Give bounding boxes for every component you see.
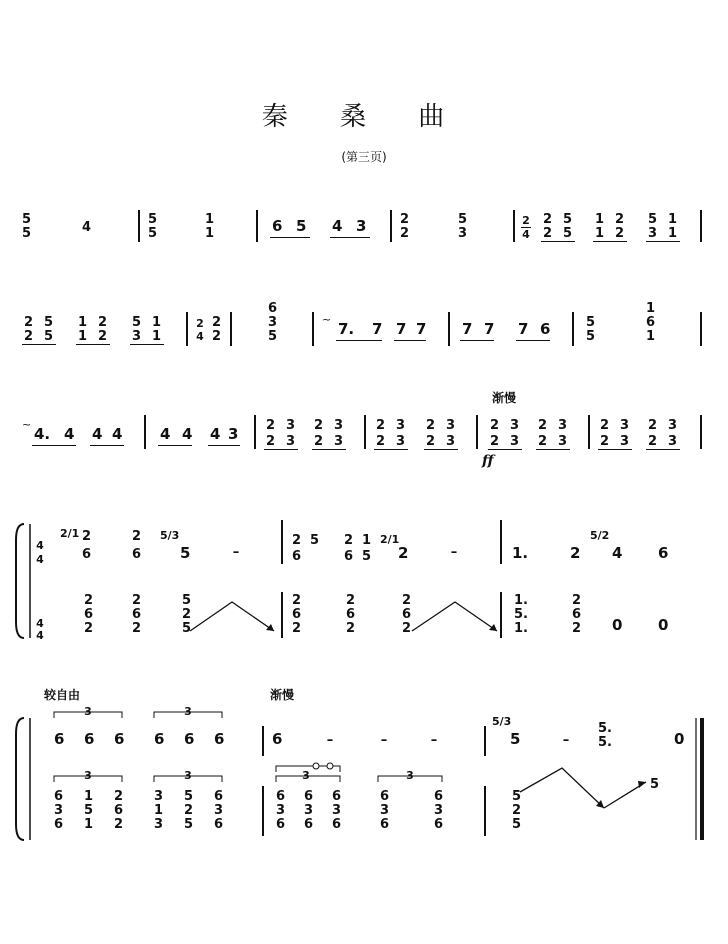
score-row-5 bbox=[0, 682, 728, 842]
note: 2 bbox=[398, 544, 409, 562]
note: 2 bbox=[402, 621, 412, 636]
note: 2 bbox=[402, 593, 412, 608]
note: 5 bbox=[458, 212, 468, 227]
note: 4 bbox=[210, 425, 221, 443]
note: 2 bbox=[114, 789, 124, 804]
note: 3 bbox=[334, 418, 344, 433]
note: 2 bbox=[572, 621, 582, 636]
final-barline-thick bbox=[700, 718, 704, 840]
note: 6 bbox=[572, 607, 582, 622]
dash: – bbox=[430, 733, 438, 748]
barline bbox=[700, 415, 702, 449]
note: 4 bbox=[82, 220, 92, 235]
note: 3 bbox=[620, 418, 630, 433]
note: 4. bbox=[34, 425, 51, 443]
barline bbox=[281, 520, 283, 564]
note: 6 bbox=[332, 817, 342, 832]
beam bbox=[264, 449, 298, 450]
beam bbox=[158, 445, 192, 446]
note: 5 bbox=[268, 329, 278, 344]
note: 6 bbox=[346, 607, 356, 622]
note: 2 bbox=[132, 593, 142, 608]
triplet-number: 3 bbox=[184, 769, 192, 782]
dash: – bbox=[450, 545, 458, 560]
note: 3 bbox=[304, 803, 314, 818]
note: 6 bbox=[276, 817, 286, 832]
harmonic-mark bbox=[327, 763, 333, 769]
beam bbox=[536, 449, 570, 450]
barline bbox=[312, 312, 314, 346]
dash: – bbox=[380, 733, 388, 748]
dash: – bbox=[232, 545, 240, 560]
note: 3 bbox=[396, 434, 406, 449]
note: 5 bbox=[182, 593, 192, 608]
note: 7 bbox=[462, 320, 473, 338]
note: 1. bbox=[512, 544, 529, 562]
note: 6 bbox=[132, 607, 142, 622]
note: 5 bbox=[563, 212, 573, 227]
note: 7 bbox=[518, 320, 529, 338]
note: 3 bbox=[668, 418, 678, 433]
barline bbox=[262, 726, 264, 756]
note: 2 bbox=[376, 434, 386, 449]
note: 2 bbox=[570, 544, 581, 562]
note: 2 bbox=[543, 212, 553, 227]
note: 5 bbox=[310, 533, 320, 548]
note: 6 bbox=[82, 547, 92, 562]
note: 5 bbox=[586, 329, 596, 344]
note: 2 bbox=[132, 621, 142, 636]
barline bbox=[588, 415, 590, 449]
note: 3 bbox=[286, 434, 296, 449]
note: 1 bbox=[362, 533, 372, 548]
system-brace bbox=[16, 524, 24, 638]
note: 6 bbox=[54, 730, 65, 748]
barline bbox=[230, 312, 232, 346]
note: 6 bbox=[540, 320, 551, 338]
note: 4 bbox=[612, 544, 623, 562]
note: 6 bbox=[402, 607, 412, 622]
note: 3 bbox=[214, 803, 224, 818]
note: 2 bbox=[538, 418, 548, 433]
note: 5 bbox=[362, 549, 372, 564]
time-signature-top: 2 bbox=[522, 214, 530, 227]
barline bbox=[700, 210, 702, 242]
note: 3 bbox=[558, 434, 568, 449]
note: 1 bbox=[668, 226, 678, 241]
note: 5 bbox=[510, 730, 521, 748]
note: 3 bbox=[380, 803, 390, 818]
note: 6 bbox=[54, 817, 64, 832]
note: 3 bbox=[510, 434, 520, 449]
barline bbox=[256, 210, 258, 242]
note: 3 bbox=[446, 418, 456, 433]
note: 5. bbox=[598, 735, 612, 750]
time-signature-bottom: 4 bbox=[196, 330, 204, 343]
note: 1 bbox=[205, 226, 215, 241]
beam bbox=[488, 449, 522, 450]
barline bbox=[254, 415, 256, 449]
note: 6 bbox=[304, 817, 314, 832]
note: 2 bbox=[648, 434, 658, 449]
note: 1 bbox=[78, 315, 88, 330]
note: 1 bbox=[595, 212, 605, 227]
note: 5 bbox=[148, 226, 158, 241]
note: 5 bbox=[84, 803, 94, 818]
note: 3 bbox=[132, 329, 142, 344]
note: 2 bbox=[24, 315, 34, 330]
note: 2 bbox=[538, 434, 548, 449]
note: 3 bbox=[332, 803, 342, 818]
note: 7 bbox=[396, 320, 407, 338]
score-row-3 bbox=[0, 385, 728, 475]
note: 2 bbox=[615, 226, 625, 241]
grace-note: 5/3 bbox=[160, 529, 180, 542]
note: 2 bbox=[182, 607, 192, 622]
note: 5 bbox=[182, 621, 192, 636]
arrow-head bbox=[638, 781, 646, 788]
beam bbox=[424, 449, 458, 450]
note: 6 bbox=[272, 730, 283, 748]
note: 1 bbox=[152, 315, 162, 330]
note: 5 bbox=[563, 226, 573, 241]
note: 1 bbox=[595, 226, 605, 241]
note: 2 bbox=[24, 329, 34, 344]
note: 2 bbox=[266, 434, 276, 449]
note: 3 bbox=[228, 425, 239, 443]
note: 1. bbox=[514, 593, 528, 608]
note: 6 bbox=[380, 817, 390, 832]
note: 1 bbox=[84, 817, 94, 832]
note: 4 bbox=[112, 425, 123, 443]
rest: 0 bbox=[658, 616, 669, 634]
note: 2 bbox=[114, 817, 124, 832]
score-row-4 bbox=[0, 510, 728, 650]
barline bbox=[476, 415, 478, 449]
note: 5 bbox=[648, 212, 658, 227]
note: 2 bbox=[400, 226, 410, 241]
beam bbox=[646, 241, 680, 242]
note: 2 bbox=[648, 418, 658, 433]
page-subtitle: (第三页) bbox=[341, 150, 387, 164]
dynamic-ff: ff bbox=[482, 453, 494, 469]
time-signature-top: 4 bbox=[36, 617, 44, 630]
note: 5 bbox=[132, 315, 142, 330]
note: 2 bbox=[212, 329, 222, 344]
note: 6 bbox=[54, 789, 64, 804]
grace-note: 2/1 bbox=[380, 533, 400, 546]
note: 2 bbox=[426, 434, 436, 449]
beam bbox=[374, 449, 408, 450]
note: 6 bbox=[214, 789, 224, 804]
arrow-path bbox=[190, 602, 274, 631]
triplet-number: 3 bbox=[84, 769, 92, 782]
note: 3 bbox=[286, 418, 296, 433]
note: 3 bbox=[668, 434, 678, 449]
barline bbox=[262, 786, 264, 836]
note: 2 bbox=[615, 212, 625, 227]
direction-jianman: 渐慢 bbox=[270, 688, 295, 702]
note: 2 bbox=[212, 315, 222, 330]
note: 6 bbox=[276, 789, 286, 804]
system-brace bbox=[16, 718, 24, 840]
beam bbox=[22, 344, 56, 345]
note: 3 bbox=[154, 817, 164, 832]
beam bbox=[541, 241, 575, 242]
note: 1. bbox=[514, 621, 528, 636]
barline bbox=[144, 415, 146, 449]
note: 6 bbox=[292, 607, 302, 622]
tremolo-mark: ~ bbox=[22, 418, 32, 431]
note: 5 bbox=[650, 777, 660, 792]
barline bbox=[700, 312, 702, 346]
note: 6 bbox=[332, 789, 342, 804]
arrow-path bbox=[520, 768, 604, 808]
harmonic-mark bbox=[313, 763, 319, 769]
note: 7 bbox=[484, 320, 495, 338]
beam bbox=[646, 449, 680, 450]
note: 2 bbox=[84, 621, 94, 636]
note: 6 bbox=[114, 803, 124, 818]
barline bbox=[572, 312, 574, 346]
note: 2 bbox=[543, 226, 553, 241]
note: 2 bbox=[346, 593, 356, 608]
note: 2 bbox=[292, 593, 302, 608]
note: 2 bbox=[344, 533, 354, 548]
triplet-number: 3 bbox=[84, 705, 92, 718]
note: 6 bbox=[434, 789, 444, 804]
note: 2 bbox=[98, 329, 108, 344]
barline bbox=[281, 592, 283, 638]
note: 5 bbox=[512, 789, 522, 804]
note: 6 bbox=[380, 789, 390, 804]
grace-note: 5/3 bbox=[492, 715, 512, 728]
tremolo-mark: ~ bbox=[322, 313, 332, 326]
note: 2 bbox=[572, 593, 582, 608]
note: 4 bbox=[64, 425, 75, 443]
time-signature-bottom: 4 bbox=[36, 629, 44, 642]
note: 2 bbox=[314, 434, 324, 449]
note: 6 bbox=[132, 547, 142, 562]
note: 3 bbox=[648, 226, 658, 241]
note: 3 bbox=[334, 434, 344, 449]
note: 1 bbox=[646, 329, 656, 344]
note: 2 bbox=[512, 803, 522, 818]
note: 2 bbox=[600, 418, 610, 433]
note: 5 bbox=[586, 315, 596, 330]
note: 4 bbox=[332, 217, 343, 235]
beam bbox=[394, 340, 426, 341]
direction-jiaoziyou: 较自由 bbox=[44, 688, 81, 702]
beam bbox=[593, 241, 627, 242]
note: 5 bbox=[22, 226, 32, 241]
note: 6 bbox=[646, 315, 656, 330]
barline bbox=[484, 726, 486, 756]
note: 4 bbox=[160, 425, 171, 443]
page-title: 秦 桑 曲 bbox=[261, 102, 467, 132]
dash: – bbox=[326, 733, 334, 748]
note: 3 bbox=[396, 418, 406, 433]
barline bbox=[500, 520, 502, 564]
note: 5 bbox=[184, 789, 194, 804]
beam bbox=[32, 445, 76, 446]
note: 2 bbox=[266, 418, 276, 433]
beam bbox=[312, 449, 346, 450]
note: 5 bbox=[44, 329, 54, 344]
note: 7 bbox=[416, 320, 427, 338]
note: 6 bbox=[304, 789, 314, 804]
note: 3 bbox=[458, 226, 468, 241]
beam bbox=[76, 344, 110, 345]
note: 3 bbox=[54, 803, 64, 818]
beam bbox=[130, 344, 164, 345]
note: 5 bbox=[296, 217, 307, 235]
note: 7. bbox=[338, 320, 355, 338]
note: 1 bbox=[152, 329, 162, 344]
note: 6 bbox=[184, 730, 195, 748]
beam bbox=[90, 445, 124, 446]
time-signature-top: 4 bbox=[36, 539, 44, 552]
barline bbox=[364, 415, 366, 449]
note: 6 bbox=[434, 817, 444, 832]
note: 1 bbox=[646, 301, 656, 316]
note: 6 bbox=[344, 549, 354, 564]
note: 5 bbox=[184, 817, 194, 832]
note: 6 bbox=[268, 301, 278, 316]
note: 2 bbox=[132, 529, 142, 544]
barline bbox=[390, 210, 392, 242]
note: 2 bbox=[490, 418, 500, 433]
note: 2 bbox=[98, 315, 108, 330]
note: 1 bbox=[84, 789, 94, 804]
time-signature-bottom: 4 bbox=[36, 553, 44, 566]
beam bbox=[330, 237, 370, 238]
barline bbox=[186, 312, 188, 346]
note: 2 bbox=[490, 434, 500, 449]
note: 1 bbox=[668, 212, 678, 227]
beam bbox=[516, 340, 550, 341]
note: 2 bbox=[426, 418, 436, 433]
note: 3 bbox=[620, 434, 630, 449]
note: 1 bbox=[154, 803, 164, 818]
note: 6 bbox=[154, 730, 165, 748]
beam bbox=[208, 445, 240, 446]
score-row-2 bbox=[0, 300, 728, 350]
grace-note: 2/1 bbox=[60, 527, 80, 540]
note: 5 bbox=[180, 544, 191, 562]
note: 4 bbox=[92, 425, 103, 443]
beam bbox=[336, 340, 382, 341]
triplet-number: 3 bbox=[184, 705, 192, 718]
beam bbox=[270, 237, 310, 238]
note: 3 bbox=[558, 418, 568, 433]
note: 5. bbox=[598, 721, 612, 736]
note: 6 bbox=[214, 817, 224, 832]
barline bbox=[448, 312, 450, 346]
note: 5. bbox=[514, 607, 528, 622]
note: 6 bbox=[272, 217, 283, 235]
note: 2 bbox=[346, 621, 356, 636]
row5-graphics bbox=[0, 682, 728, 842]
note: 2 bbox=[600, 434, 610, 449]
note: 5 bbox=[22, 212, 32, 227]
dash: – bbox=[562, 733, 570, 748]
barline bbox=[138, 210, 140, 242]
note: 3 bbox=[434, 803, 444, 818]
note: 7 bbox=[372, 320, 383, 338]
triplet-number: 3 bbox=[406, 769, 414, 782]
note: 3 bbox=[154, 789, 164, 804]
note: 2 bbox=[82, 529, 92, 544]
triplet-number: 3 bbox=[302, 769, 310, 782]
note: 1 bbox=[78, 329, 88, 344]
barline bbox=[484, 786, 486, 836]
grace-note: 5/2 bbox=[590, 529, 610, 542]
note: 1 bbox=[205, 212, 215, 227]
note: 2 bbox=[84, 593, 94, 608]
time-signature-top: 2 bbox=[196, 317, 204, 330]
note: 5 bbox=[148, 212, 158, 227]
note: 6 bbox=[84, 730, 95, 748]
note: 3 bbox=[276, 803, 286, 818]
note: 2 bbox=[184, 803, 194, 818]
barline bbox=[513, 210, 515, 242]
note: 3 bbox=[446, 434, 456, 449]
note: 3 bbox=[268, 315, 278, 330]
time-signature-bottom: 4 bbox=[522, 228, 530, 241]
note: 6 bbox=[292, 549, 302, 564]
note: 0 bbox=[674, 730, 685, 748]
arrow-path bbox=[412, 602, 497, 631]
rest: 0 bbox=[612, 616, 623, 634]
note: 5 bbox=[512, 817, 522, 832]
beam bbox=[460, 340, 494, 341]
note: 4 bbox=[182, 425, 193, 443]
note: 2 bbox=[400, 212, 410, 227]
arrow-head bbox=[266, 624, 274, 631]
note: 3 bbox=[510, 418, 520, 433]
note: 6 bbox=[114, 730, 125, 748]
note: 2 bbox=[314, 418, 324, 433]
score-row-1 bbox=[0, 205, 728, 255]
note: 5 bbox=[44, 315, 54, 330]
note: 6 bbox=[214, 730, 225, 748]
arrow-head bbox=[489, 624, 497, 631]
note: 2 bbox=[292, 533, 302, 548]
note: 2 bbox=[292, 621, 302, 636]
direction-jianman: 渐慢 bbox=[492, 391, 517, 405]
barline bbox=[500, 592, 502, 638]
note: 2 bbox=[376, 418, 386, 433]
note: 3 bbox=[356, 217, 367, 235]
note: 6 bbox=[84, 607, 94, 622]
beam bbox=[598, 449, 632, 450]
note: 6 bbox=[658, 544, 669, 562]
